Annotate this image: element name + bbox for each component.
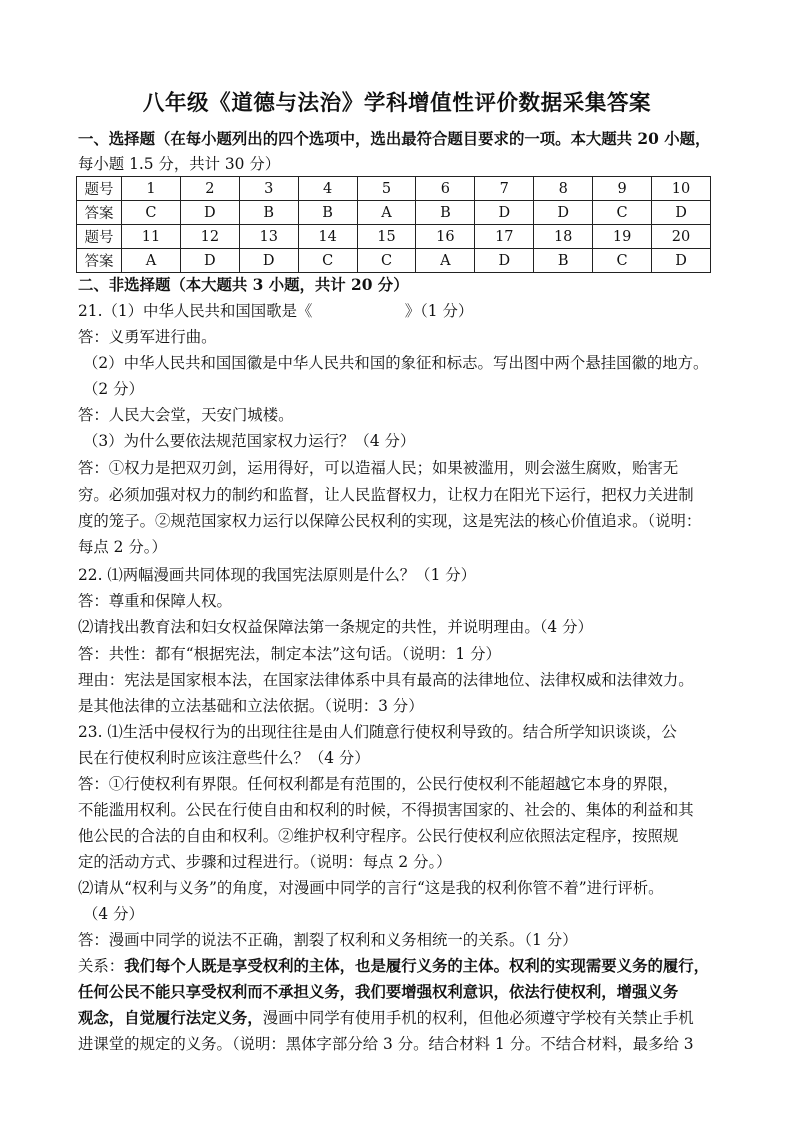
table-cell: D <box>475 201 534 225</box>
table-cell: C <box>593 201 652 225</box>
page-title: 八年级《道德与法治》学科增值性评价数据采集答案 <box>142 91 652 116</box>
text-line: ⑵请找出教育法和妇女权益保障法第一条规定的共性，并说明理由。（4 分） <box>78 618 593 636</box>
text-line: 21.（1）中华人民共和国国歌是《 》（1 分） <box>78 302 474 320</box>
table-cell: A <box>122 249 181 273</box>
bold-text-segment: 我们每个人既是享受权利的主体，也是履行义务的主体。权利的实现需要义务的履行， <box>124 957 710 975</box>
table-cell: D <box>239 249 298 273</box>
text-line: ⑵请从“权利与义务”的角度，对漫画中同学的言行“这是我的权利你管不着”进行评析。 <box>78 879 664 897</box>
table-cell: D <box>652 249 711 273</box>
row-label: 答案 <box>77 201 122 225</box>
text-line: 23. ⑴生活中侵权行为的出现往往是由人们随意行使权利导致的。结合所学知识谈谈，公 <box>78 723 677 741</box>
table-cell: B <box>298 201 357 225</box>
table-cell: 3 <box>239 177 298 201</box>
table-cell: 5 <box>357 177 416 201</box>
table-cell: 12 <box>180 225 239 249</box>
text-line: 是其他法律的立法基础和立法依据。（说明：3 分） <box>78 697 424 715</box>
table-cell: C <box>298 249 357 273</box>
table-cell: 7 <box>475 177 534 201</box>
text-line <box>78 1009 728 1027</box>
text-line: 理由：宪法是国家根本法，在国家法律体系中具有最高的法律地位、法律权威和法律效力。 <box>78 671 694 689</box>
row-label: 题号 <box>77 177 122 201</box>
table-cell: A <box>416 249 475 273</box>
answer-table <box>76 176 711 273</box>
text-line: （2）中华人民共和国国徽是中华人民共和国的象征和标志。写出图中两个悬挂国徽的地方。 <box>83 354 709 372</box>
table-cell: D <box>180 201 239 225</box>
table-cell: 18 <box>534 225 593 249</box>
text-segment: 关系： <box>78 957 125 975</box>
table-cell: D <box>652 201 711 225</box>
text-segment: 漫画中同学有使用手机的权利，但他必须遵守学校有关禁止手机 <box>262 1009 694 1027</box>
table-cell: 19 <box>593 225 652 249</box>
table-cell: 4 <box>298 177 357 201</box>
table-cell: C <box>357 249 416 273</box>
table-cell: A <box>357 201 416 225</box>
table-cell: D <box>180 249 239 273</box>
section-1-heading-line-2: 每小题 1.5 分，共计 30 分） <box>78 155 281 173</box>
text-line: 定的活动方式、步骤和过程进行。（说明：每点 2 分。） <box>78 853 452 871</box>
table-cell: 9 <box>593 177 652 201</box>
table-row <box>77 177 711 201</box>
text-line: 不能滥用权利。公民在行使自由和权利的时候，不得损害国家的、社会的、集体的利益和其 <box>78 801 694 819</box>
table-cell: 1 <box>122 177 181 201</box>
section-2-heading: 二、非选择题（本大题共 3 小题，共计 20 分） <box>78 276 409 294</box>
text-line: 进课堂的规定的义务。（说明：黑体字部分给 3 分。结合材料 1 分。不结合材料，最多给 3 <box>78 1035 694 1053</box>
table-cell: 2 <box>180 177 239 201</box>
bold-text-line: 任何公民不能只享受权利而不承担义务，我们要增强权利意识，依法行使权利，增强义务 <box>78 983 679 1001</box>
table-cell: 6 <box>416 177 475 201</box>
table-cell: D <box>534 201 593 225</box>
text-line <box>78 957 728 975</box>
table-row <box>77 249 711 273</box>
table-cell: C <box>122 201 181 225</box>
text-line: 答：漫画中同学的说法不正确，割裂了权利和义务相统一的关系。（1 分） <box>78 931 578 949</box>
table-cell: D <box>475 249 534 273</box>
table-cell: 11 <box>122 225 181 249</box>
table-cell: B <box>534 249 593 273</box>
table-cell: 16 <box>416 225 475 249</box>
text-line: 答：义勇军进行曲。 <box>78 328 217 346</box>
table-cell: 17 <box>475 225 534 249</box>
text-line: 答：尊重和保障人权。 <box>78 592 232 610</box>
text-line: （2 分） <box>83 380 144 398</box>
table-row <box>77 225 711 249</box>
table-cell: B <box>239 201 298 225</box>
text-line: （4 分） <box>83 905 144 923</box>
text-line: 答：①行使权利有界限。任何权利都是有范围的，公民行使权利不能超越它本身的界限， <box>78 775 679 793</box>
section-1-heading-line-1: 一、选择题（在每小题列出的四个选项中，选出最符合题目要求的一项。本大题共 20 小题， <box>78 130 711 148</box>
row-label: 题号 <box>77 225 122 249</box>
table-row <box>77 201 711 225</box>
text-line: 22. ⑴两幅漫画共同体现的我国宪法原则是什么？（1 分） <box>78 566 477 584</box>
table-cell: 14 <box>298 225 357 249</box>
text-line: 度的笼子。②规范国家权力运行以保障公民权利的实现，这是宪法的核心价值追求。（说明： <box>78 512 702 530</box>
table-cell: 20 <box>652 225 711 249</box>
text-line: 民在行使权利时应该注意些什么？（4 分） <box>78 749 370 767</box>
text-line: 他公民的合法的自由和权利。②维护权利守程序。公民行使权利应依照法定程序，按照规 <box>78 827 679 845</box>
table-cell: 13 <box>239 225 298 249</box>
table-cell: C <box>593 249 652 273</box>
table-cell: 10 <box>652 177 711 201</box>
text-line: 答：共性：都有“根据宪法，制定本法”这句话。（说明：1 分） <box>78 645 501 663</box>
table-cell: 8 <box>534 177 593 201</box>
text-line: 答：人民大会堂，天安门城楼。 <box>78 406 294 424</box>
table-cell: B <box>416 201 475 225</box>
text-line: 每点 2 分。） <box>78 538 167 556</box>
text-line: （3）为什么要依法规范国家权力运行？（4 分） <box>83 432 416 450</box>
row-label: 答案 <box>77 249 122 273</box>
bold-text-segment: 观念，自觉履行法定义务， <box>78 1009 263 1027</box>
text-line: 穷。必须加强对权力的制约和监督，让人民监督权力，让权力在阳光下运行，把权力关进制 <box>78 486 694 504</box>
text-line: 答：①权力是把双刃剑，运用得好，可以造福人民；如果被滥用，则会滋生腐败，贻害无 <box>78 459 679 477</box>
table-cell: 15 <box>357 225 416 249</box>
